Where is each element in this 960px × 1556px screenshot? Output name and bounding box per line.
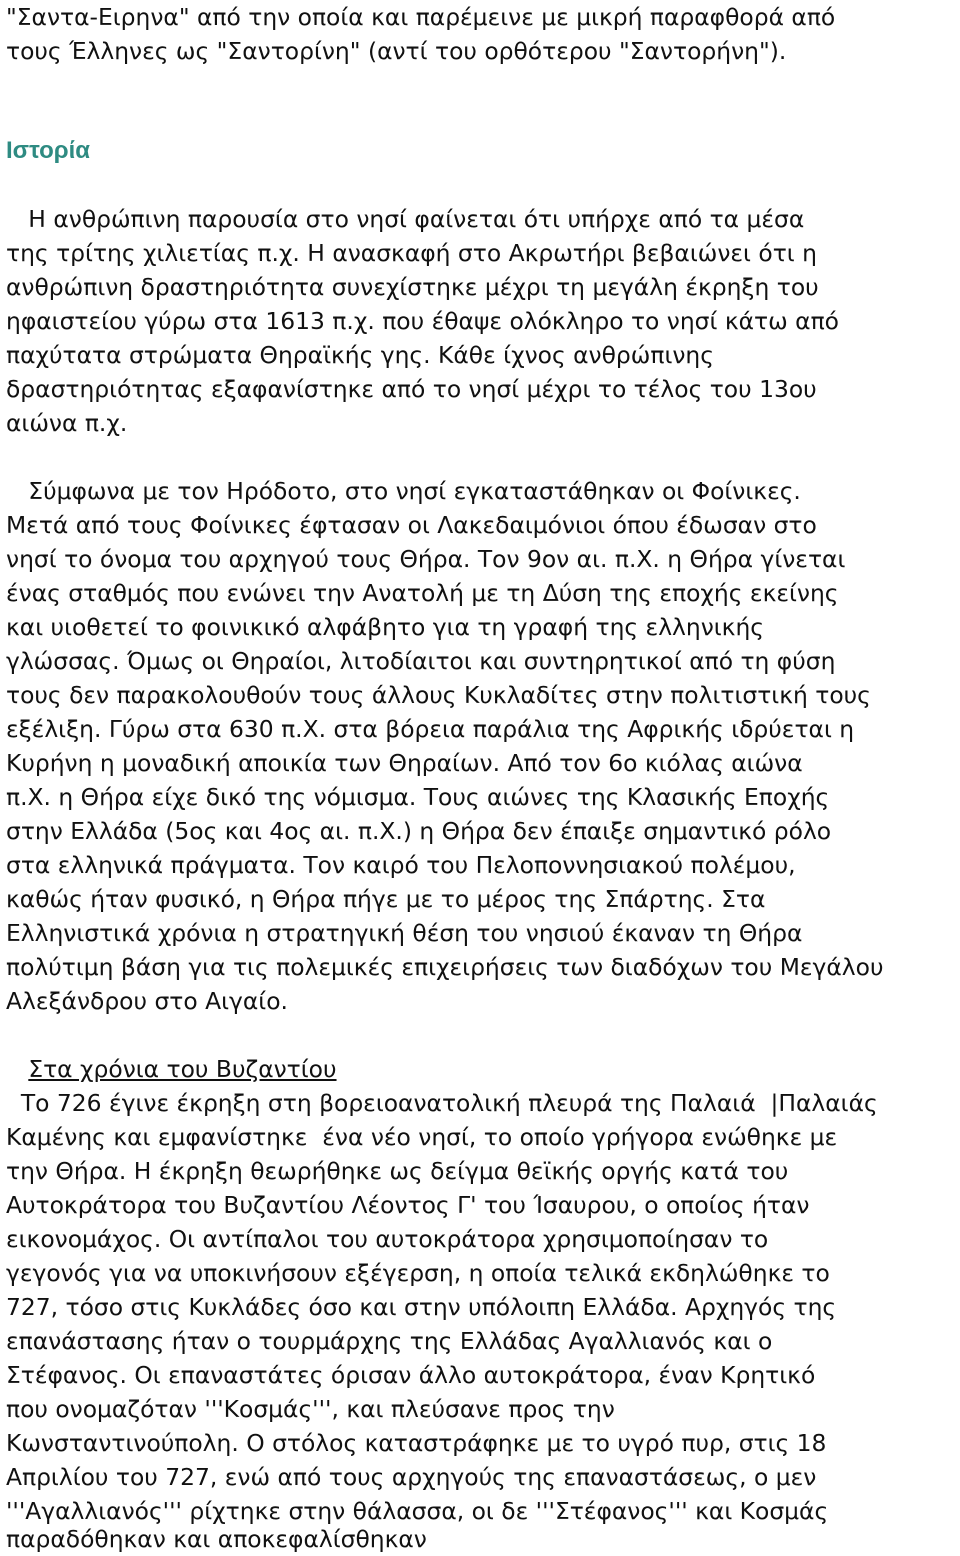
text-line: Αλεξάνδρου στο Αιγαίο. [6, 987, 288, 1015]
text-line: Απριλίου του 727, ενώ από τους αρχηγούς της επαναστάσεως, ο μεν [6, 1463, 817, 1491]
byzantine-heading-text: Στα χρόνια του Βυζαντίου [28, 1055, 337, 1083]
section-heading-byzantine [6, 1052, 337, 1086]
text-line: Ελληνιστικά χρόνια η στρατηγική θέση του νησιού έκαναν τη Θήρα [6, 919, 803, 947]
text-line: "Σαντα-Ειρηνα" από την οποία και παρέμεινε με μικρή παραφθορά από [6, 3, 836, 31]
text-line: Στέφανος. Οι επαναστάτες όρισαν άλλο αυτοκράτορα, έναν Κρητικό [6, 1361, 816, 1389]
text-line: Το 726 έγινε έκρηξη στη βορειοανατολική πλευρά της Παλαιά |Παλαιάς [6, 1089, 878, 1117]
text-line: εικονομάχος. Οι αντίπαλοι του αυτοκράτορα χρησιμοποίησαν το [6, 1225, 769, 1253]
text-line: στην Ελλάδα (5ος και 4ος αι. π.Χ.) η Θήρα δεν έπαιξε σημαντικό ρόλο [6, 817, 832, 845]
text-line: δραστηριότητας εξαφανίστηκε από το νησί μέχρι το τέλος του 13ου [6, 375, 817, 403]
text-line: τους Έλληνες ως "Σαντορίνη" (αντί του ορθότερου "Σαντορήνη"). [6, 37, 787, 65]
text-line: Μετά από τους Φοίνικες έφτασαν οι Λακεδαιμόνιοι όπου έδωσαν στο [6, 511, 817, 539]
text-line: και υιοθετεί το φοινικικό αλφάβητο για τη γραφή της ελληνικής [6, 613, 765, 641]
text-line: ένας σταθμός που ενώνει την Ανατολή με τη Δύση της εποχής εκείνης [6, 579, 839, 607]
text-line: 727, τόσο στις Κυκλάδες όσο και στην υπόλοιπη Ελλάδα. Αρχηγός της [6, 1293, 837, 1321]
text-line: Η ανθρώπινη παρουσία στο νησί φαίνεται ότι υπήρχε από τα μέσα [6, 205, 805, 233]
text-line: που ονομαζόταν '''Κοσμάς''', και πλεύσανε προς την [6, 1395, 615, 1423]
text-line: Καμένης και εμφανίστηκε ένα νέο νησί, το οποίο γρήγορα ενώθηκε με [6, 1123, 838, 1151]
text-line: εξέλιξη. Γύρω στα 630 π.Χ. στα βόρεια παράλια της Αφρικής ιδρύεται η [6, 715, 855, 743]
text-line: την Θήρα. Η έκρηξη θεωρήθηκε ως δείγμα θεϊκής οργής κατά του [6, 1157, 789, 1185]
text-line: Κυρήνη η μοναδική αποικία των Θηραίων. Από τον 6ο κιόλας αιώνα [6, 749, 803, 777]
text-line: τους δεν παρακολουθούν τους άλλους Κυκλαδίτες στην πολιτιστική τους [6, 681, 871, 709]
text-line: νησί το όνομα του αρχηγού τους Θήρα. Τον 9ον αι. π.Χ. η Θήρα γίνεται [6, 545, 846, 573]
text-line: πολύτιμη βάση για τις πολεμικές επιχειρήσεις των διαδόχων του Μεγάλου [6, 953, 884, 981]
text-line: Κωνσταντινούπολη. Ο στόλος καταστράφηκε με το υγρό πυρ, στις 18 [6, 1429, 827, 1457]
text-line: ηφαιστείου γύρω στα 1613 π.χ. που έθαψε ολόκληρο το νησί κάτω από [6, 307, 839, 335]
text-line: παραδόθηκαν και αποκεφαλίσθηκαν [6, 1525, 427, 1553]
text-line: επανάστασης ήταν ο τουρμάρχης της Ελλάδας Αγαλλιανός και ο [6, 1327, 773, 1355]
text-line: Σύμφωνα με τον Ηρόδοτο, στο νησί εγκαταστάθηκαν οι Φοίνικες. [6, 477, 801, 505]
text-line: της τρίτης χιλιετίας π.χ. Η ανασκαφή στο Ακρωτήρι βεβαιώνει ότι η [6, 239, 817, 267]
text-line: καθώς ήταν φυσικό, η Θήρα πήγε με το μέρος της Σπάρτης. Στα [6, 885, 766, 913]
text-line: π.Χ. η Θήρα είχε δικό της νόμισμα. Τους αιώνες της Κλασικής Εποχής [6, 783, 830, 811]
text-line: στα ελληνικά πράγματα. Τον καιρό του Πελοποννησιακού πολέμου, [6, 851, 796, 879]
text-line: αιώνα π.χ. [6, 409, 128, 437]
text-line: γεγονός για να υποκινήσουν εξέγερση, η οποία τελικά εκδηλώθηκε το [6, 1259, 830, 1287]
text-line: Αυτοκράτορα του Βυζαντίου Λέοντος Γ' του Ίσαυρου, ο οποίος ήταν [6, 1191, 810, 1219]
section-heading-history: Ιστορία [6, 137, 91, 164]
text-line: ανθρώπινη δραστηριότητα συνεχίστηκε μέχρι τη μεγάλη έκρηξη του [6, 273, 819, 301]
text-line: '''Αγαλλιανός''' ρίχτηκε στην θάλασσα, οι δε '''Στέφανος''' και Κοσμάς [6, 1497, 829, 1525]
text-line: γλώσσας. Όμως οι Θηραίοι, λιτοδίαιτοι και συντηρητικοί από τη φύση [6, 647, 836, 675]
text-line: παχύτατα στρώματα Θηραϊκής γης. Κάθε ίχνος ανθρώπινης [6, 341, 714, 369]
heading-indent [6, 1055, 28, 1083]
